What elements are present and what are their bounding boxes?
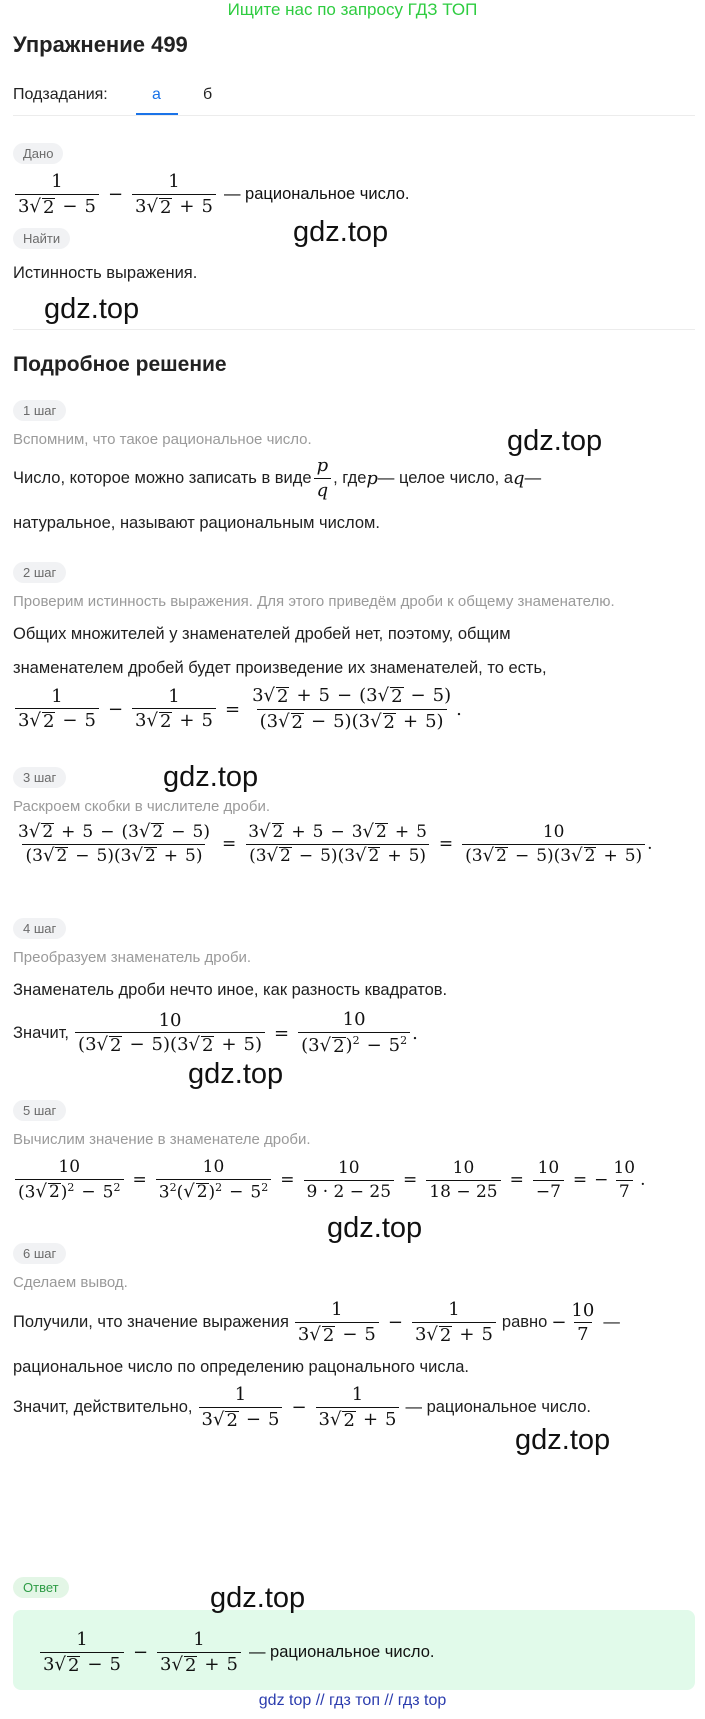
fraction: 1 3 √ 2 + 5 [132, 172, 216, 218]
step2-line1: Общих множителей у знаменателей дробей нет, поэтому, общим [13, 625, 511, 643]
step-hint: Сделаем вывод. [13, 1274, 128, 1291]
watermark: gdz.top [327, 1212, 423, 1244]
top-banner[interactable]: Ищите нас по запросу ГДЗ ТОП [227, 0, 478, 19]
active-tab-indicator [136, 113, 178, 115]
watermark: gdz.top [293, 216, 389, 248]
tab-b[interactable]: б [203, 86, 213, 103]
answer-expression: 1 3 √ 2 − 5 − 1 3 √ 2 + 5 — рациональное число. [38, 1630, 434, 1676]
step1-line2: натуральное, называют рациональным числом. [13, 514, 380, 532]
step-badge: 2 шаг [13, 562, 66, 583]
step1-line1: Число, которое можно записать в виде $\frac{p}{q}$ , где p — целое число, а q — [13, 455, 542, 501]
step2-line2: знаменателем дробей будет произведение их знаменателей, то есть, [13, 659, 547, 677]
step-hint: Проверим истинность выражения. Для этого приведём дроби к общему знаменателю. [13, 593, 615, 610]
divider [13, 329, 695, 330]
watermark: gdz.top [507, 425, 603, 457]
solution-title: Подробное решение [13, 353, 227, 376]
step3-equation: 3 √ 2 + 5 − (3 √ 2 − 5) (3 √ 2 − 5)(3 √ 2 + 5) = 3 √ 2 + 5 − 3 √ 2 + 5 (3 √ 2 − 5)(3 √ 2 + 5) = 10 (3 √ 2 − 5)(3 √ 2 + 5) . [18, 821, 653, 866]
watermark: gdz.top [188, 1058, 284, 1090]
page-title: Упражнение 499 [13, 32, 188, 57]
footer-links[interactable]: gdz top // гдз топ // гдз top [258, 1692, 447, 1709]
find-text: Истинность выражения. [13, 264, 198, 282]
answer-badge: Ответ [13, 1577, 69, 1598]
step6-line2: рациональное число по определению рацонального числа. [13, 1358, 470, 1376]
step-hint: Вычислим значение в знаменателе дроби. [13, 1131, 311, 1148]
given-badge: Дано [13, 143, 63, 164]
watermark: gdz.top [210, 1582, 306, 1614]
step4-line1: Знаменатель дроби нечто иное, как разность квадратов. [13, 981, 448, 999]
given-expression: 1 3 √ 2 − 5 − 1 3 √ 2 + 5 — рациональное число. [13, 172, 409, 218]
find-badge: Найти [13, 228, 70, 249]
step-hint: Раскроем скобки в числителе дроби. [13, 798, 271, 815]
step-badge: 1 шаг [13, 400, 66, 421]
step6-line1: Получили, что значение выражения 1 3 √ 2 − 5 − 1 3 √ 2 + 5 равно − $\frac{10}{7}$ — [13, 1299, 620, 1346]
step6-line3: Значит, действительно, 1 3 √ 2 − 5 − 1 3 √ 2 + 5 — рациональное число. [13, 1384, 591, 1431]
step-badge: 4 шаг [13, 918, 66, 939]
step5-equation: 10 (3 √ 2 )$^2 - 5^2$ = 10 $3^2$( √ 2 )$^2 - 5^2$ = $\frac{10}{9 \cdot 2 - 25}$ = $\frac{10}{18 - 25}$ = $\frac{10}{-7}$ = − $\frac{10}{7}$ . [13, 1158, 645, 1202]
step-badge: 6 шаг [13, 1243, 66, 1264]
fraction: 1 3 √ 2 − 5 [15, 172, 99, 218]
watermark: gdz.top [163, 761, 259, 793]
step-badge: 3 шаг [13, 767, 66, 788]
step4-equation: Значит, 10 (3 √ 2 − 5)(3 √ 2 + 5) = 10 (3 √ 2 )$^2 - 5^2$ . [13, 1009, 418, 1057]
step-hint: Вспомним, что такое рациональное число. [13, 431, 312, 448]
subtasks-label: Подзадания: [13, 86, 108, 103]
tabs-divider [13, 115, 695, 116]
watermark: gdz.top [515, 1424, 611, 1456]
step-hint: Преобразуем знаменатель дроби. [13, 949, 252, 966]
watermark: gdz.top [44, 293, 140, 325]
step2-equation: 1 3 √ 2 − 5 − 1 3 √ 2 + 5 = 3 √ 2 + 5 − (3 √ 2 − 5) (3 √ 2 − 5)(3 √ 2 + 5) . [13, 686, 462, 733]
tab-a[interactable]: а [152, 86, 161, 103]
step-badge: 5 шаг [13, 1100, 66, 1121]
